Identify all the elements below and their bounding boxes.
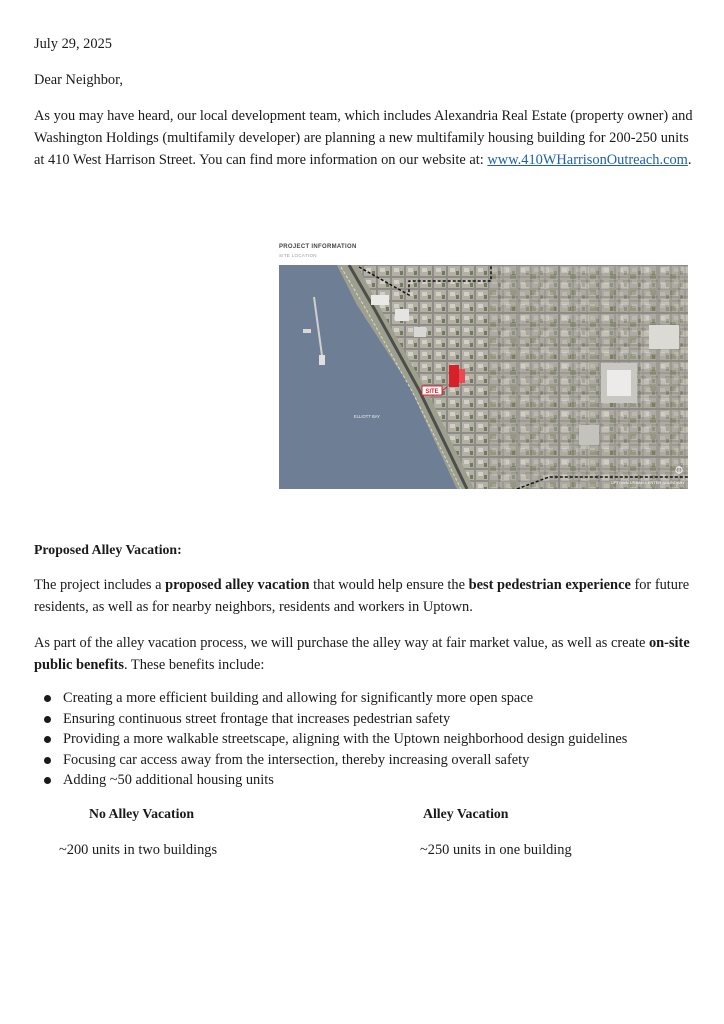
alley-vacation-heading: Proposed Alley Vacation: [34, 542, 182, 557]
benefit-text: Focusing car access away from the intersection, thereby increasing overall safety [63, 751, 530, 768]
list-item [44, 688, 704, 709]
alley-vacation-option-detail: ~250 units in one building [420, 842, 572, 858]
website-link[interactable]: www.410WHarrisonOutreach.com [487, 152, 688, 168]
list-item [44, 709, 704, 730]
letter-date: July 29, 2025 [34, 36, 112, 52]
p1-bold-alley-vacation: proposed alley vacation [165, 577, 310, 593]
aerial-map-image [279, 265, 688, 489]
alley-paragraph-2 [34, 632, 694, 676]
p1-bold-pedestrian-experience: best pedestrian experience [468, 577, 631, 593]
salutation: Dear Neighbor, [34, 72, 123, 88]
site-location-map [279, 241, 688, 489]
list-item [44, 770, 704, 791]
alley-paragraph-1 [34, 574, 694, 618]
alley-vacation-option-heading: Alley Vacation [423, 806, 509, 821]
site-label: SITE [425, 389, 439, 395]
bullet-icon [44, 736, 51, 743]
no-alley-vacation-detail: ~200 units in two buildings [59, 842, 218, 858]
intro-end: . [687, 152, 692, 168]
p2-text-c: . These benefits include: [123, 657, 265, 673]
p2-text-a: As part of the alley vacation process, we will purchase the alley way at fair market value, as well as create [34, 635, 649, 651]
intro-text: As you may have heard, our local development team, which includes Alexandria Real Estate (property owner) and Washington Holdings (multifamily developer) are planning a new multifamily housing building for 200-250 units at 410 West Harrison Street. You can find more information on our website at: [34, 108, 693, 168]
list-item [44, 729, 704, 750]
map-subtitle: SITE LOCATION [279, 253, 317, 258]
boundary-label: UPTOWN URBAN CENTER BOUNDARY [610, 480, 685, 485]
no-alley-vacation-heading: No Alley Vacation [89, 806, 195, 821]
intro-paragraph [34, 105, 694, 171]
bullet-icon [44, 757, 51, 764]
benefit-text: Providing a more walkable streetscape, aligning with the Uptown neighborhood design guidelines [63, 731, 628, 748]
benefit-text: Adding ~50 additional housing units [63, 772, 274, 789]
p1-text-e: for future residents, as well as for nearby neighbors, residents and workers in Uptown. [34, 577, 690, 615]
benefits-list [44, 688, 704, 791]
bullet-icon [44, 716, 51, 723]
p1-text-c: that would help ensure the [309, 577, 469, 593]
bullet-icon [44, 695, 51, 702]
benefit-text: Ensuring continuous street frontage that increases pedestrian safety [63, 710, 451, 727]
bay-label: ELLIOTT BAY [353, 414, 381, 419]
p2-bold-public-benefits: on-site public benefits [34, 635, 690, 673]
map-title: PROJECT INFORMATION [279, 244, 357, 250]
list-item [44, 750, 704, 771]
p1-text-a: The project includes a [34, 577, 166, 593]
bullet-icon [44, 777, 51, 784]
benefit-text: Creating a more efficient building and allowing for significantly more open space [63, 690, 534, 706]
